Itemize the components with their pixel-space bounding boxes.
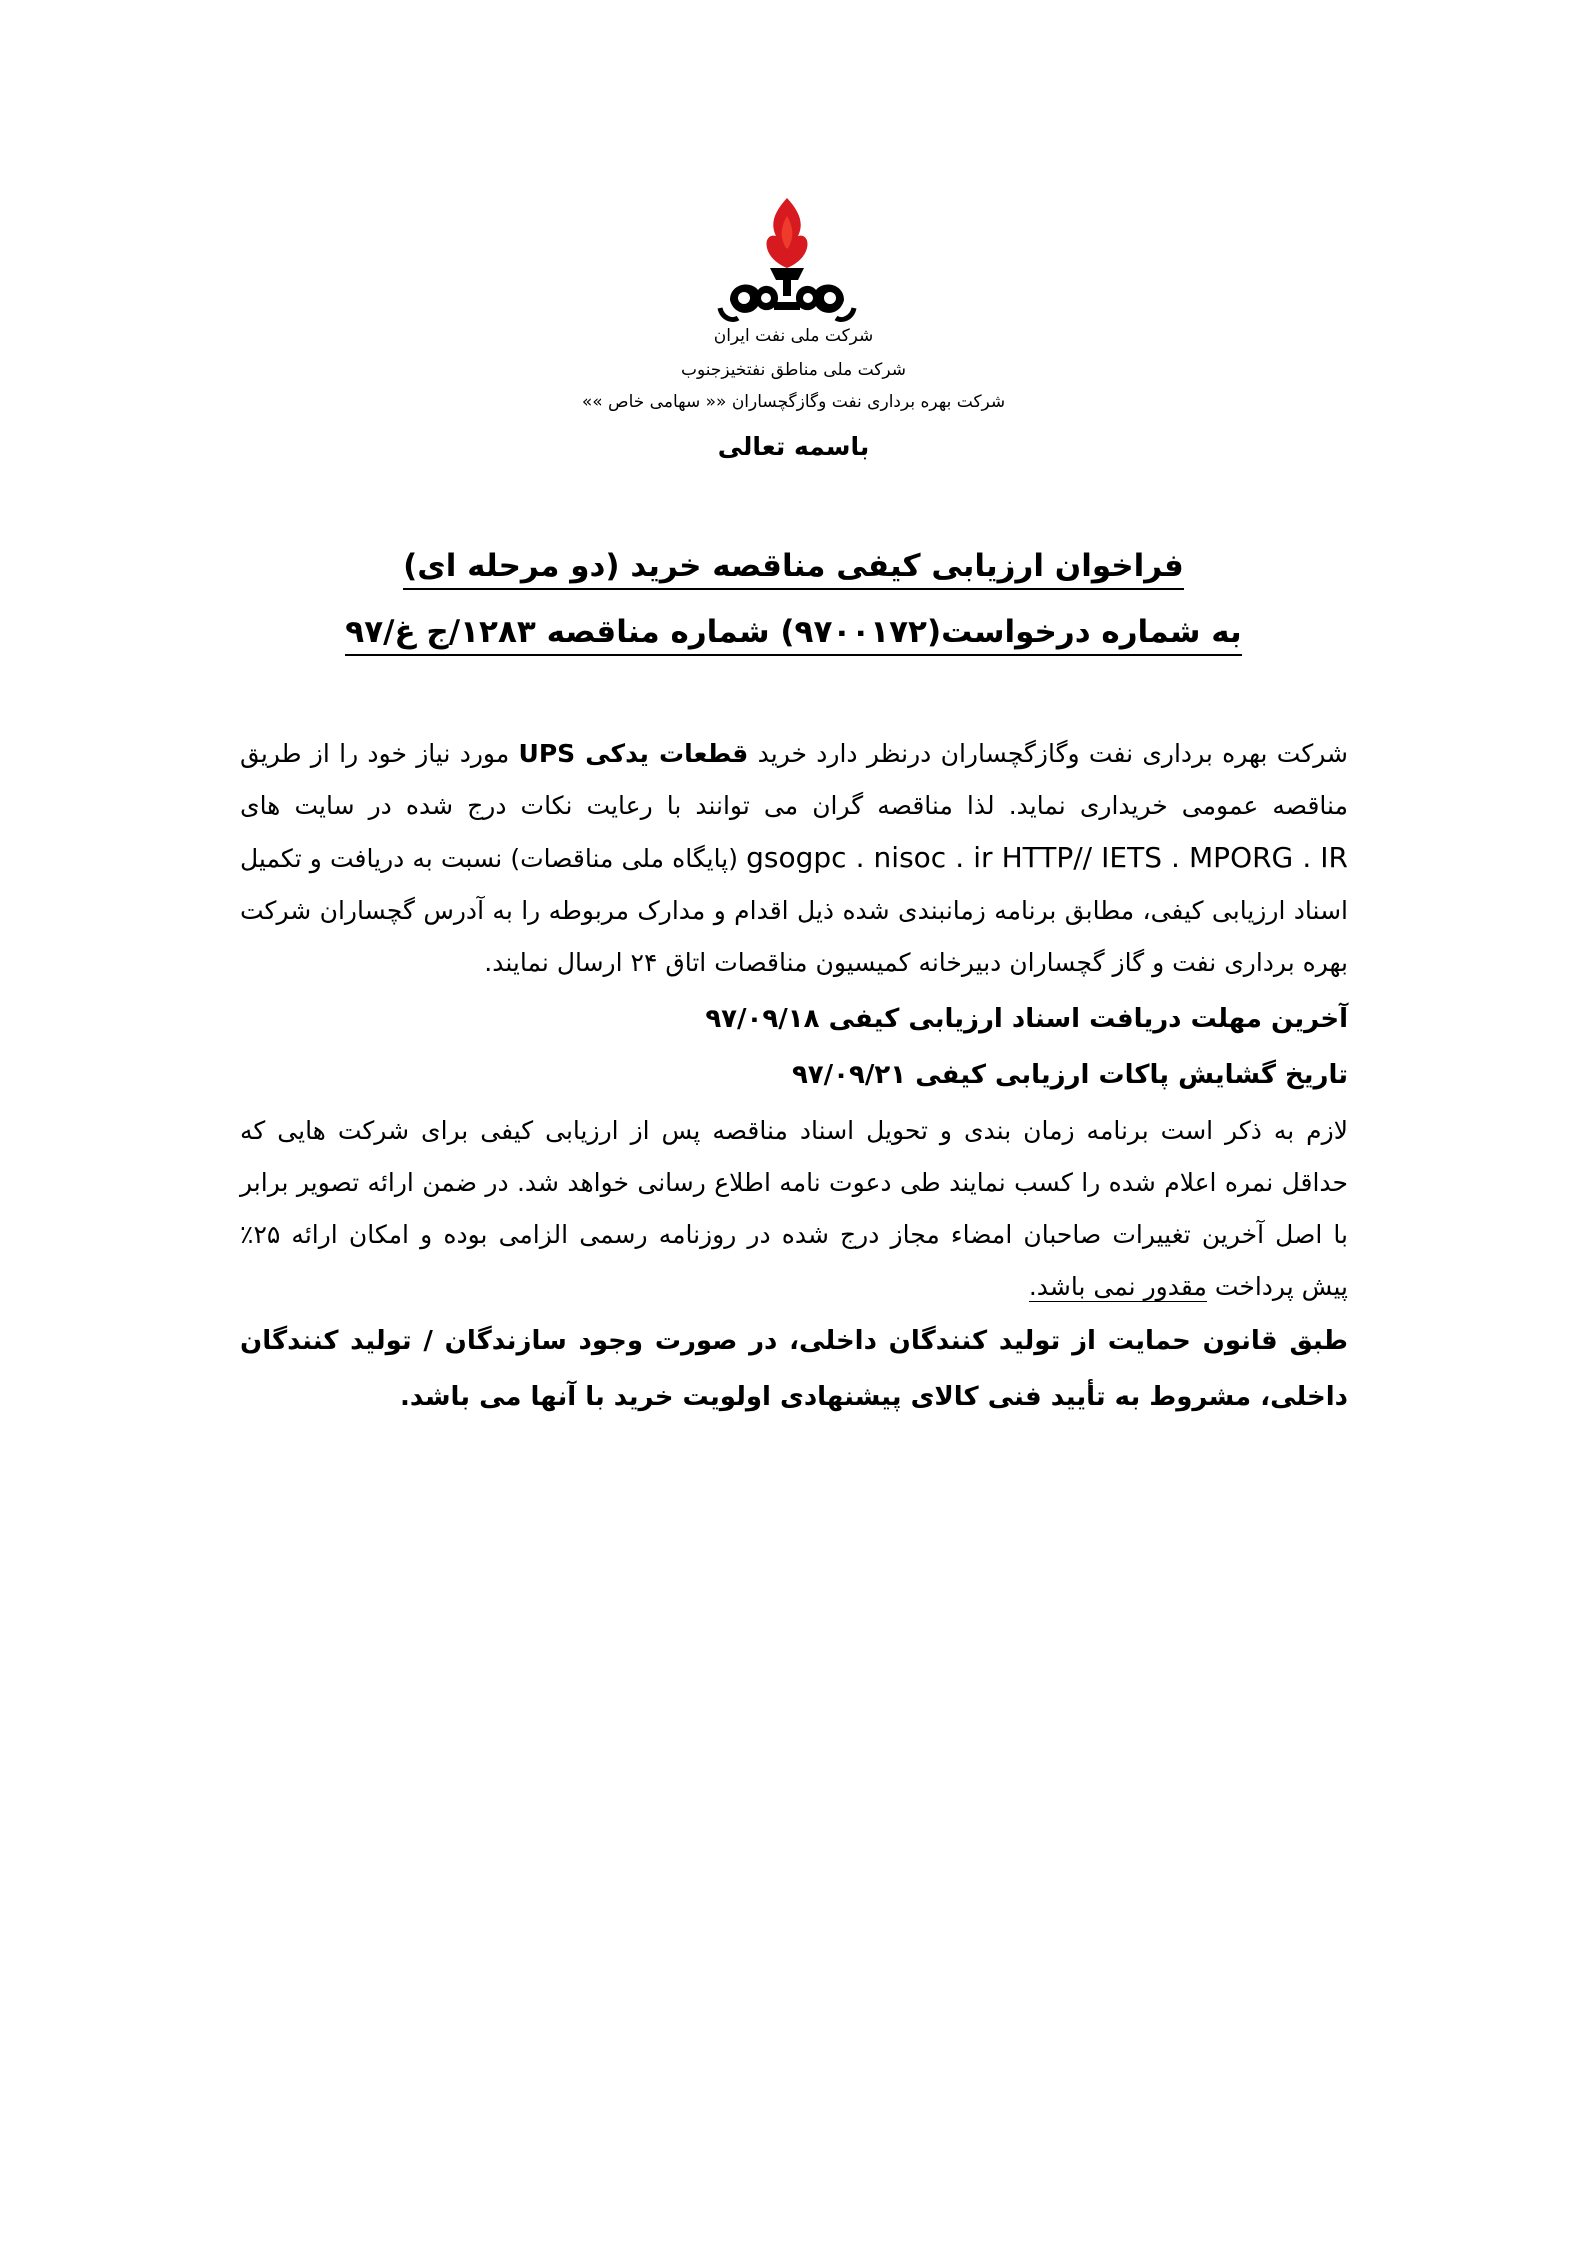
org-line-nisoc: شرکت ملی مناطق نفتخیزجنوب [680,360,907,380]
item-name: قطعات یدکی UPS [518,739,749,768]
org-line-gachsaran: شرکت بهره برداری نفت وگازگچساران «« سهامی خاص »» [581,392,1006,412]
nioc-flame-logo-icon [712,190,862,330]
intro-text-b: مورد نیاز خود را از طریق مناقصه عمومی خریداری نماید. لذا مناقصه گران می توانند با رعایت نکات درج شده در سایت های [240,739,1348,820]
notes-underlined-text: مقدور نمی باشد. [1028,1272,1207,1301]
intro-paragraph [240,728,1348,989]
website-addresses: gsogpc . nisoc . ir HTTP// IETS . MPORG . IR [746,841,1348,874]
notes-paragraph [240,1105,1348,1313]
intro-text-c: (پایگاه ملی مناقصات) نسبت به دریافت و تکمیل اسناد ارزیابی کیفی، مطابق برنامه زمانبندی شده ذیل اقدام و مدارک مربوطه را به آدرس گچساران شرکت بهره برداری نفت و گاز گچساران دبیرخانه کمیسیون مناقصات اتاق ۲۴ ارسال نمایند. [240,844,1348,977]
title-line-1-text: فراخوان ارزیابی کیفی مناقصه خرید (دو مرحله ای) [403,548,1184,590]
domestic-priority-paragraph: طبق قانون حمایت از تولید کنندگان داخلی، در صورت وجود سازندگان / تولید کنندگان داخلی، مشروط به تأیید فنی کالای پیشنهادی اولویت خرید با آنها می باشد. [240,1326,1348,1412]
deadline-receipt: آخرین مهلت دریافت اسناد ارزیابی کیفی ۹۷/۰۹/۱۸ [705,1004,1348,1034]
org-line-nioc: شرکت ملی نفت ایران [713,326,874,346]
intro-text-a: شرکت بهره برداری نفت وگازگچساران درنظر دارد خرید [748,739,1348,768]
title-line-2 [0,614,1587,650]
title-line-1 [0,548,1587,584]
title-line-2-text: به شماره درخواست(۹۷۰۰۱۷۲) شماره مناقصه ۱۲۸۳/ج غ/۹۷ [345,614,1241,656]
invocation-heading: باسمه تعالی [717,432,870,461]
announcement-body [240,728,1348,1425]
notes-text: لازم به ذکر است برنامه زمان بندی و تحویل اسناد مناقصه پس از ارزیابی کیفی برای شرکت هایی که حداقل نمره اعلام شده را کسب نمایند طی دعوت نامه اطلاع رسانی خواهد شد. در ضمن ارائه تصویر برابر با اصل آخرین تغییرات صاحبان امضاء مجاز درج شده در روزنامه رسمی الزامی بوده و امکان ارائه ۲۵٪ پیش پرداخت [240,1116,1348,1301]
deadline-opening: تاریخ گشایش پاکات ارزیابی کیفی ۹۷/۰۹/۲۱ [791,1060,1348,1090]
